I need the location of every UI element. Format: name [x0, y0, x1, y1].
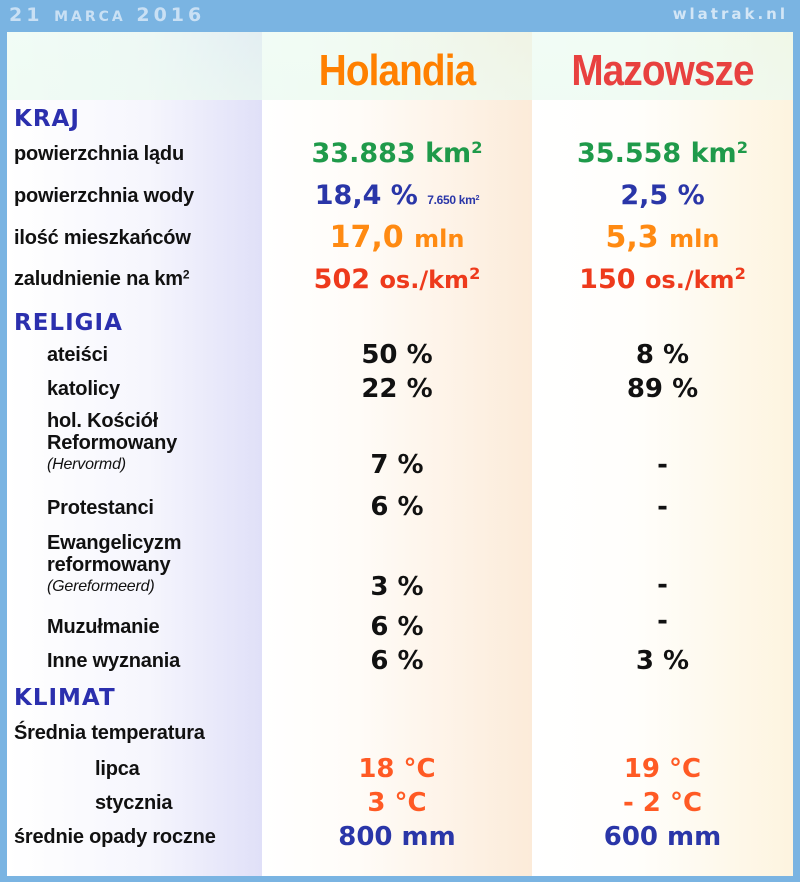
row-label: katolicy [47, 378, 120, 400]
value-mazowsze: - [657, 606, 668, 636]
value-holandia: 18,4 % 7.650 $km^2$ [314, 180, 480, 211]
row-label: średnie opady roczne [14, 826, 216, 848]
value-holandia: 18 °C [358, 754, 436, 784]
value-mazowsze: - [657, 450, 668, 480]
value-holandia: 3 °C [367, 788, 427, 818]
row-label: ilość mieszkańców [14, 227, 191, 249]
value-mazowsze: - 2 °C [622, 788, 703, 818]
value-mazowsze: - [657, 570, 668, 600]
value-mazowsze: 89 % [626, 374, 699, 404]
section-title-religia: RELIGIA [14, 310, 123, 336]
date-label [9, 4, 205, 26]
date-month: MARCA [54, 9, 126, 25]
row-label: powierzchnia wody [14, 185, 194, 207]
value-holandia: 3 % [370, 572, 424, 602]
value-holandia: 17,0 mln [329, 220, 465, 255]
row-label: Protestanci [47, 497, 154, 519]
row-label: ateiści [47, 344, 108, 366]
value-mazowsze: 150 $os./km^2$ [579, 264, 746, 295]
value-holandia: 502 $os./km^2$ [313, 264, 481, 295]
date-day: 21 [9, 4, 44, 26]
value-holandia: 6 % [370, 492, 424, 522]
row-label: Ewangelicyzm reformowany (Gereformeerd) [47, 532, 182, 595]
comparison-panel [7, 32, 793, 876]
value-holandia: 6 % [370, 646, 424, 676]
value-mazowsze: 5,3 mln [605, 220, 720, 255]
section-title-klimat: KLIMAT [14, 685, 116, 711]
value-mazowsze: - [657, 492, 668, 522]
value-holandia: 6 % [370, 612, 424, 642]
value-holandia: 50 % [361, 340, 433, 370]
row-label: zaludnienie na $km^2$ [14, 267, 190, 290]
row-label: Średnia temperatura [14, 722, 205, 744]
top-bar [0, 0, 800, 32]
value-mazowsze: 3 % [635, 646, 690, 676]
date-year: 2016 [136, 4, 206, 26]
value-mazowsze: 600 mm [603, 822, 722, 852]
row-label: lipca [95, 758, 140, 780]
site-watermark: wlatrak.nl [672, 5, 788, 23]
row-label: Muzułmanie [47, 616, 160, 638]
water-area-km2: 7.650 $km^2$ [427, 193, 480, 207]
row-label: Inne wyznania [47, 650, 180, 672]
column-title-mazowsze: Mazowsze [571, 46, 754, 95]
column-title-holandia: Holandia [318, 46, 476, 95]
row-label: powierzchnia lądu [14, 143, 184, 165]
value-holandia: 33.883 $km^2$ [311, 138, 483, 169]
value-mazowsze: 2,5 % [620, 180, 705, 211]
value-mazowsze: 35.558 $km^2$ [577, 138, 748, 169]
value-mazowsze: 8 % [635, 340, 690, 370]
row-label: stycznia [95, 792, 173, 814]
value-holandia: 800 mm [338, 822, 456, 852]
value-holandia: 22 % [361, 374, 433, 404]
value-mazowsze: 19 °C [623, 754, 702, 784]
value-holandia: 7 % [370, 450, 424, 480]
section-title-kraj: KRAJ [14, 106, 80, 132]
row-label: hol. Kościół Reformowany (Hervormd) [47, 410, 178, 473]
